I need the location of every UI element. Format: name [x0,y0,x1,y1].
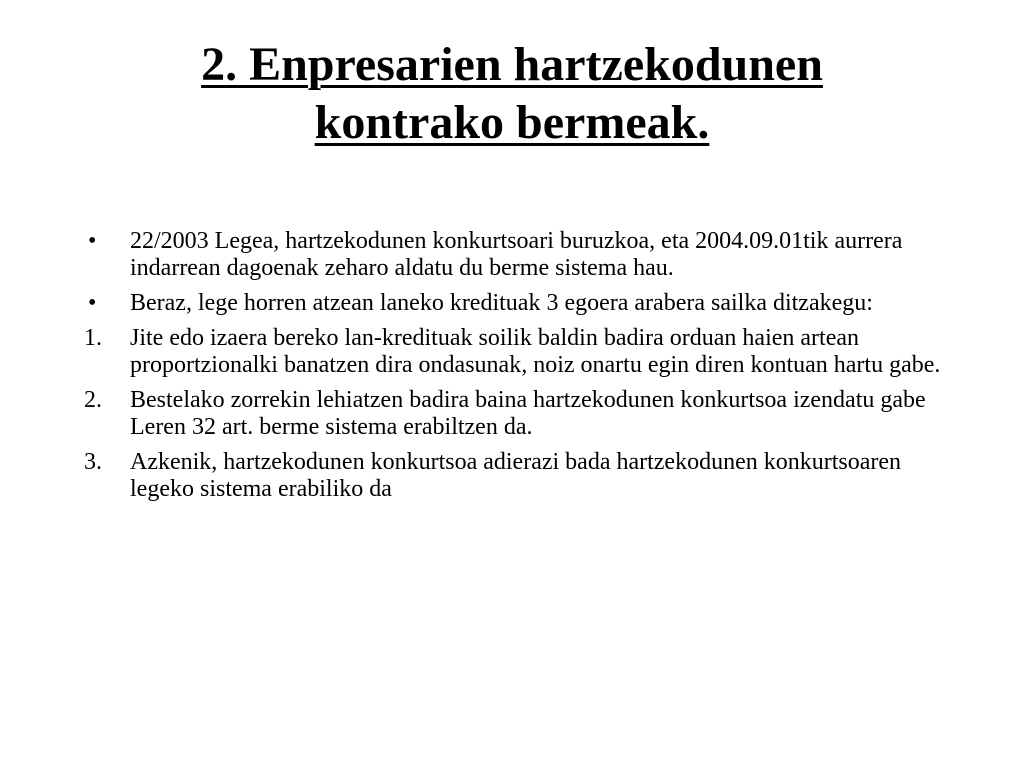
number-marker: 1. [84,325,102,351]
slide-title-line-1: 2. Enpresarien hartzekodunen [201,38,823,91]
slide-body-list [84,228,954,511]
number-marker: 3. [84,449,102,475]
list-item-numbered-1 [84,325,954,379]
list-item-text: Beraz, lege horren atzean laneko kredituak 3 egoera arabera sailka ditzakegu: [130,290,873,316]
list-item-bullet-1 [84,228,954,282]
list-item-numbered-2 [84,387,954,441]
list-item-bullet-2 [84,290,954,317]
bullet-marker: • [88,228,97,254]
list-item-text: Azkenik, hartzekodunen konkurtsoa adierazi bada hartzekodunen konkurtsoaren legeko sistema erabiliko da [130,449,902,502]
list-item-text: Bestelako zorrekin lehiatzen badira baina hartzekodunen konkurtsoa izendatu gabe Leren 32 art. berme sistema erabiltzen da. [130,387,926,440]
number-marker: 2. [84,387,102,413]
list-item-text: Jite edo izaera bereko lan-kredituak soilik baldin badira orduan haien artean proportzionalki banatzen dira ondasunak, noiz onartu egin diren kontuan hartu gabe. [130,325,941,378]
list-item-numbered-3 [84,449,954,503]
slide-title-line-2: kontrako bermeak. [314,96,710,149]
bullet-marker: • [88,290,97,316]
slide-title [60,36,964,152]
list-item-text: 22/2003 Legea, hartzekodunen konkurtsoari buruzkoa, eta 2004.09.01tik aurrera indarrean dagoenak zeharo aldatu du berme sistema hau. [130,228,903,281]
